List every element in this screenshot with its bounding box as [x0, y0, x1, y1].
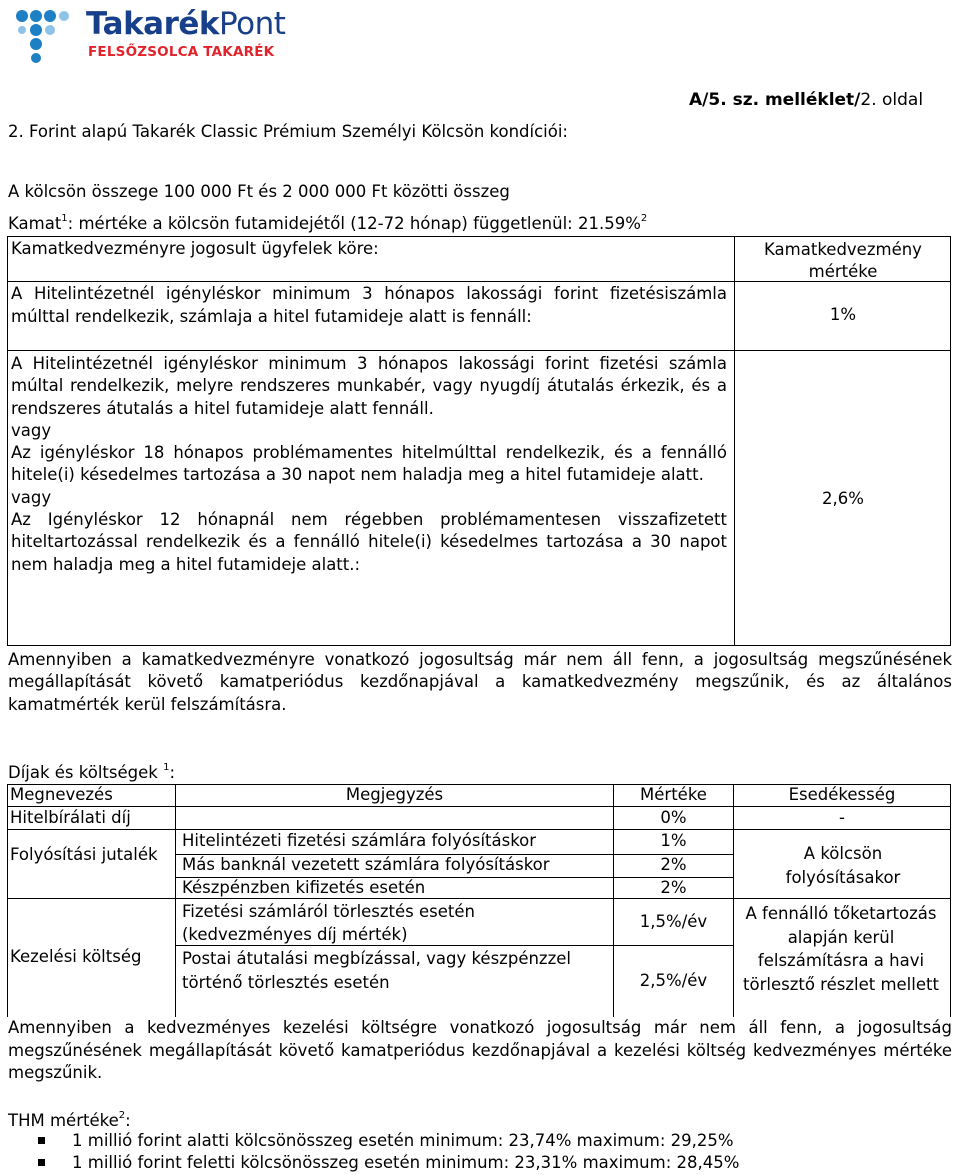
credit-fee-due: - — [839, 808, 845, 827]
discount-header-right: Kamatkedvezmény mértéke — [764, 240, 922, 281]
fees-header-due: Esedékesség — [788, 785, 896, 804]
logo-brand-b: Pont — [219, 6, 286, 42]
annex-page: 2. oldal — [860, 90, 924, 110]
credit-fee-name: Hitelbírálati díj — [10, 808, 131, 827]
disbursement-rate-2: 2% — [660, 855, 687, 874]
disbursement-note-2: Más banknál vezetett számlára folyósításkor — [182, 855, 550, 874]
grid-line — [7, 829, 951, 830]
discount-table — [7, 236, 951, 646]
handling-note-1: Fizetési számláról törlesztés esetén (kedvezményes díj mérték) — [182, 902, 475, 944]
disbursement-due: A kölcsön folyósításakor — [785, 844, 901, 887]
handling-rate-1: 1,5%/év — [639, 912, 708, 931]
grid-line — [175, 784, 176, 1017]
disbursement-rate-3: 2% — [660, 878, 687, 897]
discount-row1-value: 1% — [829, 305, 857, 324]
discount-row1-text: A Hitelintézetnél igényléskor minimum 3 hónapos lakossági forint fizetésiszámla múlttal rendelkezik, számlaja a hitel futamideje alatt is fennáll: — [11, 284, 727, 326]
takarekpont-logo — [8, 4, 286, 66]
logo-subtitle: FELSŐZSOLCA TAKARÉK — [88, 44, 275, 60]
logo-wordmark — [86, 6, 285, 42]
grid-line — [7, 898, 951, 899]
logo-mark-icon — [8, 6, 78, 64]
handling-due: A fennálló tőketartozás alapján kerül felszámításra a havi törlesztő részlet mellett — [743, 904, 939, 994]
discount-row2-value: 2,6% — [822, 489, 864, 508]
handling-name: Kezelési költség — [10, 947, 142, 966]
handling-rate-2: 2,5%/év — [639, 971, 708, 990]
grid-line — [7, 806, 951, 807]
interest-line: Kamat$^1$: mértéke a kölcsön futamidejétől (12-72 hónap) függetlenül: 21.59%$^2$ — [8, 213, 648, 233]
handling-note: Amennyiben a kedvezményes kezelési költségre vonatkozó jogosultság már nem áll fenn, a jogosultság megszűnésének megállapítását követő kamatperiódus kezdőnapjával a kezelési költség kedvezményes mértéke megszűnik. — [8, 1018, 952, 1082]
disbursement-rate-1: 1% — [660, 831, 687, 850]
discount-note: Amennyiben a kamatkedvezményre vonatkozó jogosultság már nem áll fenn, a jogosultság megszűnésének megállapítását követő kamatperiódus kezdőnapjával a kamatkedvezmény megszűnik, és az általános kamatmérték kerül felszámításra. — [8, 650, 952, 714]
fees-header-name: Megnevezés — [10, 785, 113, 804]
grid-line — [7, 784, 8, 1017]
logo-brand-a: Takarék — [86, 6, 220, 42]
thm-item-2: 1 millió forint feletti kölcsönösszeg esetén minimum: 23,31% maximum: 28,45% — [72, 1153, 740, 1172]
thm-item-1: 1 millió forint alatti kölcsönösszeg esetén minimum: 23,74% maximum: 29,25% — [72, 1131, 734, 1150]
grid-line — [950, 784, 951, 1017]
bullet-square-icon — [38, 1159, 45, 1166]
bullet-square-icon — [38, 1137, 45, 1144]
table-divider — [8, 350, 950, 351]
credit-fee-rate: 0% — [660, 808, 687, 827]
table-divider — [734, 237, 735, 645]
loan-amount: A kölcsön összege 100 000 Ft és 2 000 000 Ft közötti összeg — [8, 182, 510, 201]
disbursement-name: Folyósítási jutalék — [10, 845, 158, 864]
handling-note-2: Postai átutalási megbízással, vagy készpénzzel történő törlesztés esetén — [182, 949, 571, 992]
fees-header-rate: Mértéke — [640, 785, 707, 804]
disbursement-note-3: Készpénzben kifizetés esetén — [182, 878, 426, 897]
section-title: 2. Forint alapú Takarék Classic Prémium Személyi Kölcsön kondíciói: — [8, 122, 568, 141]
annex-bold: A/5. sz. melléklet/ — [689, 90, 861, 110]
discount-row2-text: A Hitelintézetnél igényléskor minimum 3 hónapos lakossági forint fizetési számla múltal rendelkezik, melyre rendszeres munkabér, vagy nyugdíj átutalás érkezik, és a rendszeres átutalás a hitel futamideje alatt fennáll. vagy Az igényléskor 18 hónapos problémamentes hitelmúlttal rendelkezik, és a fennálló hitele(i) késedelmes tartozása a 30 napot nem haladja meg a hitel futamideje alatt. vagy Az Igényléskor 12 hónapnál nem régebben problémamentesen visszafizetett hiteltartozással rendelkezik és a fennálló hitele(i) késedelmes tartozása a 30 napot nem haladja meg a hitel futamideje alatt.: — [11, 354, 727, 574]
thm-title: THM mértéke$^2$: — [8, 1110, 131, 1130]
fees-header-note: Megjegyzés — [345, 785, 444, 804]
annex-reference — [689, 90, 923, 110]
fees-table — [7, 784, 951, 1017]
disbursement-note-1: Hitelintézeti fizetési számlára folyósításkor — [182, 831, 537, 850]
discount-header-left: Kamatkedvezményre jogosult ügyfelek köre: — [11, 239, 379, 258]
fees-title: Díjak és költségek $^1$: — [8, 762, 176, 782]
